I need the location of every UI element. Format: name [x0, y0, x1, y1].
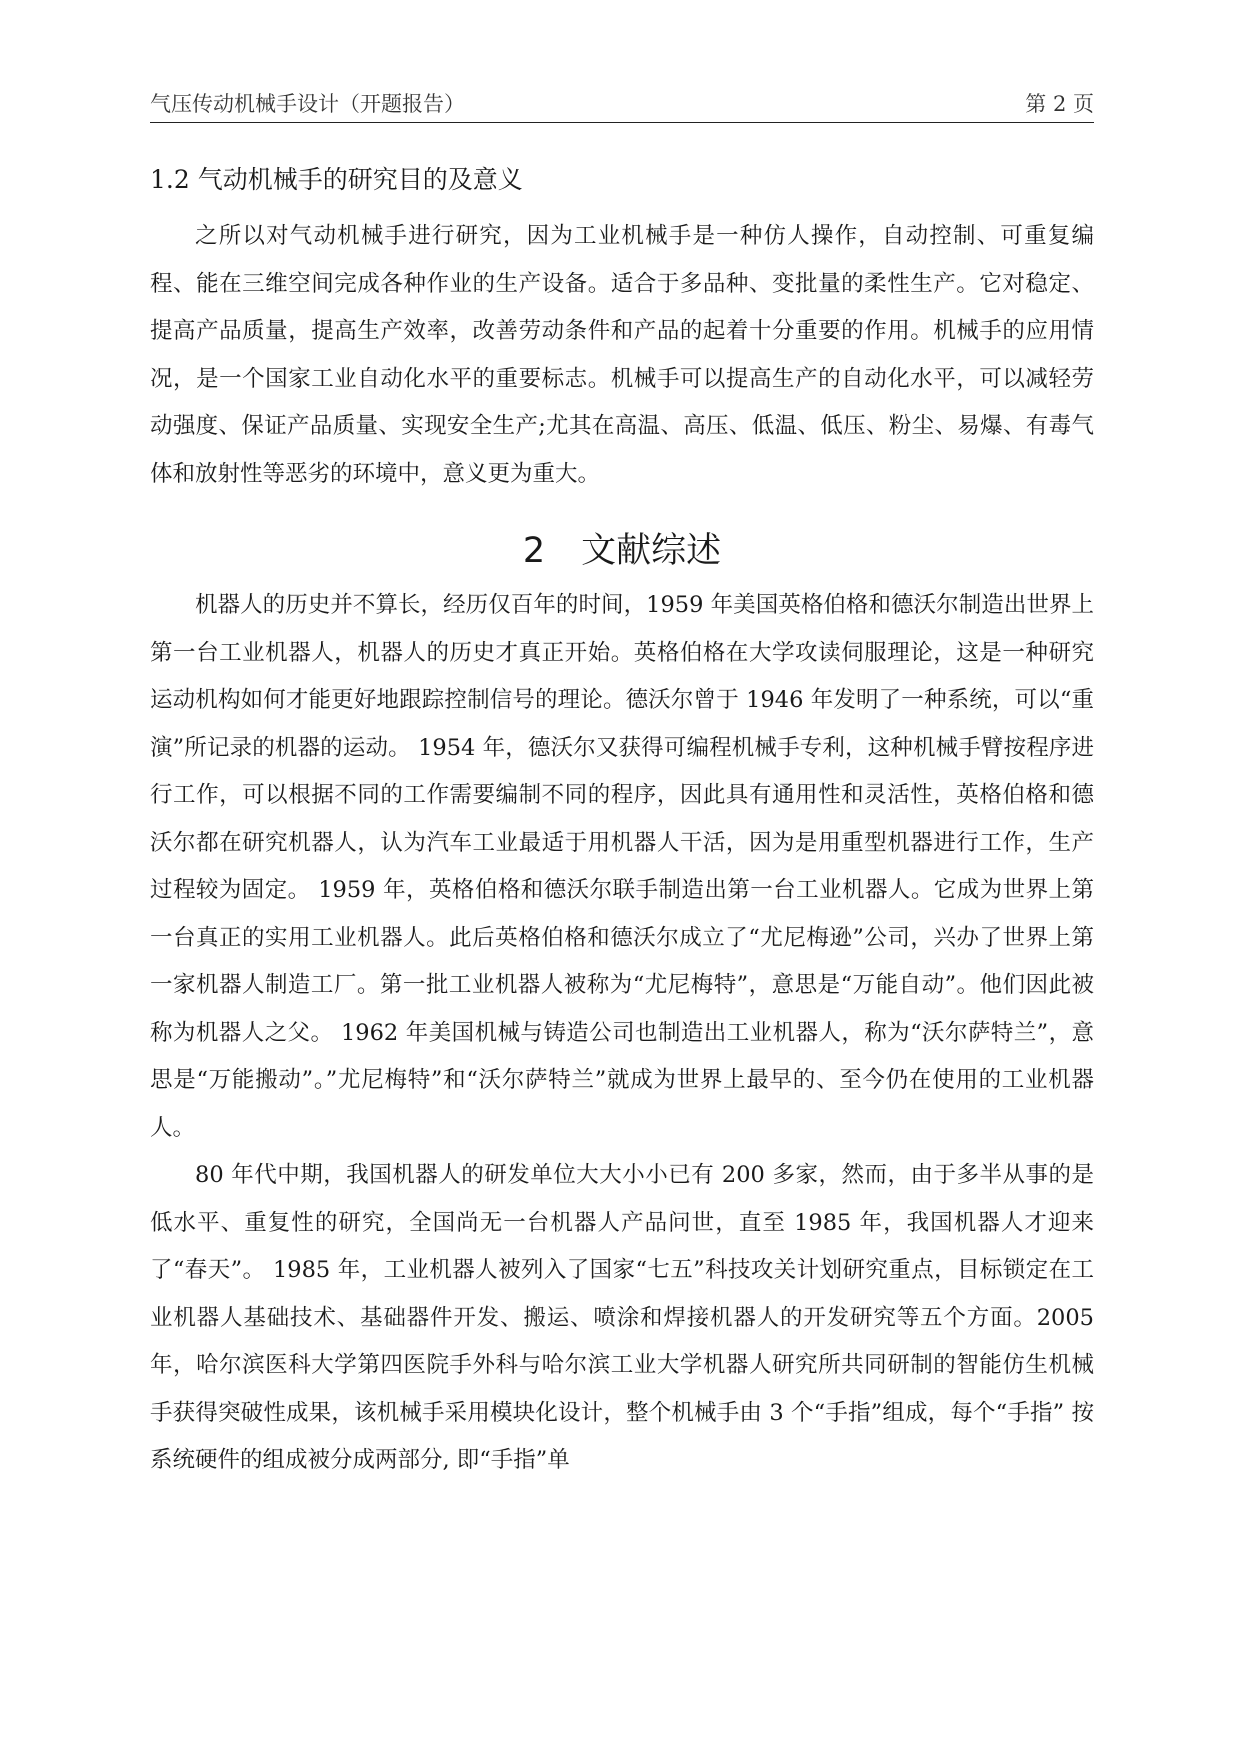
- paragraph: 之所以对气动机械手进行研究，因为工业机械手是一种仿人操作，自动控制、可重复编程、能在三维空间完成各种作业的生产设备。适合于多品种、变批量的柔性生产。它对稳定、提高产品质量，提高生产效率，改善劳动条件和产品的起着十分重要的作用。机械手的应用情况，是一个国家工业自动化水平的重要标志。机械手可以提高生产的自动化水平，可以减轻劳动强度、保证产品质量、实现安全生产;尤其在高温、高压、低温、低压、粉尘、易爆、有毒气体和放射性等恶劣的环境中，意义更为重大。: [150, 223, 1094, 487]
- paragraph: 机器人的历史并不算长，经历仅百年的时间，1959 年美国英格伯格和德沃尔制造出世界上第一台工业机器人，机器人的历史才真正开始。英格伯格在大学攻读伺服理论，这是一种研究运动机构如何才能更好地跟踪控制信号的理论。德沃尔曾于 1946 年发明了一种系统，可以“重演”所记录的机器的运动。 1954 年，德沃尔又获得可编程机械手专利，这种机械手臂按程序进行工作，可以根据不同的工作需要编制不同的程序，因此具有通用性和灵活性，英格伯格和德沃尔都在研究机器人，认为汽车工业最适于用机器人干活，因为是用重型机器进行工作，生产过程较为固定。 1959 年，英格伯格和德沃尔联手制造出第一台工业机器人。它成为世界上第一台真正的实用工业机器人。此后英格伯格和德沃尔成立了“尤尼梅逊”公司，兴办了世界上第一家机器人制造工厂。第一批工业机器人被称为“尤尼梅特”，意思是“万能自动”。他们因此被称为机器人之父。 1962 年美国机械与铸造公司也制造出工业机器人，称为“沃尔萨特兰”，意思是“万能搬动”。”尤尼梅特”和“沃尔萨特兰”就成为世界上最早的、至今仍在使用的工业机器人。: [150, 592, 1094, 1141]
- chapter-heading: [150, 524, 1094, 578]
- chapter-number: 2: [522, 531, 546, 571]
- page-number: 第 2 页: [1025, 92, 1094, 116]
- page-header: [150, 86, 1094, 123]
- header-title: 气压传动机械手设计（开题报告）: [150, 92, 465, 116]
- page-content: [150, 160, 1094, 1485]
- paragraph: 80 年代中期，我国机器人的研发单位大大小小已有 200 多家，然而，由于多半从事的是低水平、重复性的研究，全国尚无一台机器人产品问世，直至 1985 年，我国机器人才迎来了“春天”。 1985 年，工业机器人被列入了国家“七五”科技攻关计划研究重点，目标锁定在工业机器人基础技术、基础器件开发、搬运、喷涂和焊接机器人的开发研究等五个方面。2005 年，哈尔滨医科大学第四医院手外科与哈尔滨工业大学机器人研究所共同研制的智能仿生机械手获得突破性成果，该机械手采用模块化设计，整个机械手由 3 个“手指”组成，每个“手指” 按系统硬件的组成被分成两部分, 即“手指”单: [150, 1162, 1094, 1473]
- section-heading: 1.2 气动机械手的研究目的及意义: [150, 165, 523, 194]
- chapter-title: 文献综述: [581, 531, 722, 571]
